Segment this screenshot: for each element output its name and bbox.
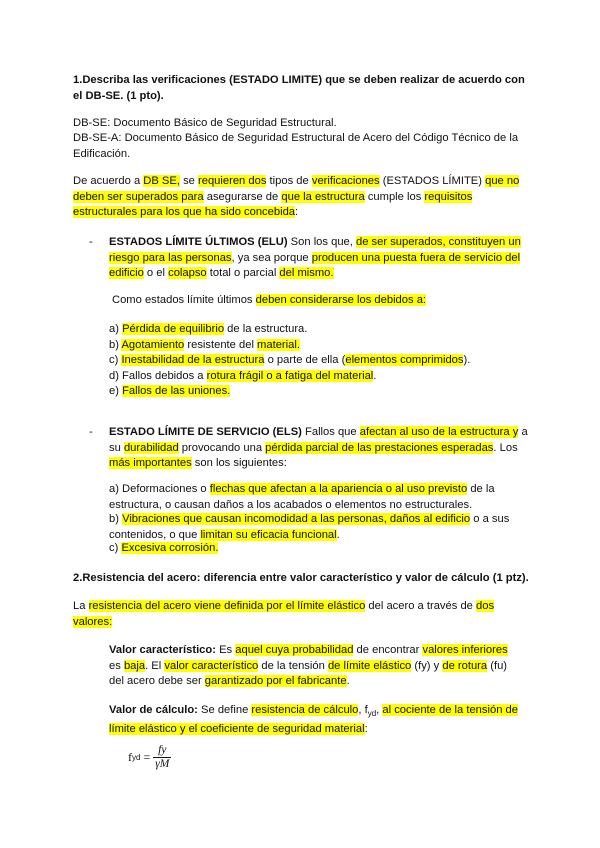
text-segment: b) (109, 513, 123, 525)
highlighted-text: producen una puesta fuera de servicio del edificio (109, 251, 521, 279)
highlighted-text: valores inferiores (422, 644, 508, 656)
highlighted-text: deben considerarse los debidos a: (255, 294, 427, 306)
design-value-paragraph (109, 703, 519, 737)
text-segment: total o parcial (206, 267, 280, 279)
formula-denominator: γM (155, 758, 170, 770)
elu-item-a (109, 322, 529, 338)
characteristic-value-label: Valor característico: (109, 644, 216, 656)
q1-intro-paragraph (73, 174, 533, 221)
highlighted-text: valor característico (164, 659, 259, 672)
characteristic-value-paragraph (109, 643, 519, 690)
highlighted-text: pérdida parcial de las prestaciones esperadas (265, 441, 494, 454)
highlighted-text: resistencia del acero viene definida por el límite elástico (88, 600, 366, 612)
dbsea-definition: DB-SE-A: Documento Básico de Seguridad Estructural de Acero del Código Técnico de la Edificación. (73, 132, 519, 160)
elu-bullet-dash: - (89, 236, 93, 248)
design-strength-formula (128, 744, 171, 771)
text-segment: (fu) del acero debe ser (109, 659, 508, 687)
els-item-b (109, 512, 529, 543)
highlighted-text: Excesiva corrosión. (121, 542, 219, 554)
formula-equals: = (140, 750, 154, 764)
text-segment: . (336, 528, 340, 541)
elu-item-c (109, 353, 529, 369)
formula-numerator: fy (153, 744, 171, 758)
text-segment: e) (109, 385, 123, 397)
text-segment: o el (143, 267, 169, 279)
text-segment: De acuerdo a (73, 175, 144, 187)
elu-lead-text (112, 293, 532, 309)
text-segment: ). (463, 354, 471, 366)
text-segment: b) (109, 338, 122, 351)
text-segment: de la tensión (258, 659, 328, 672)
question-1-title: 1.Describa las verificaciones (ESTADO LIMITE) que se deben realizar de acuerdo con el DB-SE. (1 pto). (73, 74, 525, 102)
els-paragraph (109, 425, 529, 472)
highlighted-text: de ser superados, constituyen un riesgo para las personas (109, 236, 521, 264)
highlighted-text: verificaciones (311, 175, 380, 187)
text-segment: a) Deformaciones o (109, 483, 210, 495)
highlighted-text: material. (257, 338, 300, 351)
text-segment: o parte de ella ( (264, 354, 346, 366)
els-heading: ESTADO LÍMITE DE SERVICIO (ELS) (109, 426, 302, 438)
highlighted-text: flechas que afectan a la apariencia o al uso previsto (209, 483, 468, 495)
elu-item-d (109, 369, 529, 385)
highlighted-text: elementos comprimidos (345, 354, 464, 366)
highlighted-text: baja (123, 659, 146, 672)
els-item-c (109, 541, 529, 557)
els-bullet-dash: - (89, 426, 93, 438)
highlighted-text: durabilidad (123, 441, 179, 454)
highlighted-text: colapso (168, 267, 207, 279)
text-segment: provocando una (178, 441, 266, 454)
text-segment: asegurarse de (203, 190, 282, 203)
highlighted-text: aquel cuya probabilidad (235, 644, 354, 656)
formula-lhs: f (128, 750, 132, 764)
elu-heading: ESTADOS LÍMITE ÚLTIMOS (ELU) (109, 236, 288, 248)
text-segment: d) Fallos debidos a (109, 369, 207, 382)
text-segment: . (373, 369, 377, 382)
highlighted-text: más importantes (109, 457, 192, 469)
design-value-label: Valor de cálculo: (109, 704, 198, 716)
text-segment: de la estructura. (224, 323, 308, 335)
text-segment: a) (109, 323, 123, 335)
elu-item-b (109, 338, 529, 354)
formula-fraction (153, 744, 171, 771)
highlighted-text: Fallos de las uniones. (122, 385, 231, 397)
highlighted-text: afectan al uso de la estructura y (359, 426, 519, 438)
text-segment: : (295, 206, 299, 218)
highlighted-text: requieren dos (198, 175, 267, 187)
elu-item-e (109, 384, 529, 400)
text-segment: (ESTADOS LÍMITE) (379, 175, 486, 187)
elu-list (109, 322, 529, 400)
design-value-pre: Se define (197, 704, 252, 716)
text-segment: , ya sea porque (231, 251, 312, 264)
highlighted-text: de rotura (442, 659, 488, 672)
text-segment: de encontrar (353, 644, 423, 656)
design-value-comma: , (376, 704, 383, 716)
text-segment: del acero a través de (365, 600, 476, 612)
highlighted-text: limitan su eficacia funcional (200, 528, 337, 541)
dbse-definition: DB-SE: Documento Básico de Seguridad Estructural. (73, 117, 337, 129)
text-segment: Son los que, (287, 236, 356, 248)
text-segment: Como estados límite últimos (112, 294, 256, 306)
highlighted-text: de límite elástico (327, 659, 412, 672)
design-value-mid: , f (358, 704, 368, 716)
text-segment: cumple los (364, 190, 425, 203)
highlighted-text: rotura frágil o a fatiga del material (206, 369, 374, 382)
question-2-title: 2.Resistencia del acero: diferencia entre valor característico y valor de cálculo (1 ptz). (73, 572, 529, 584)
text-segment: de la estructura, o causan daños a los acabados o elementos no estructurales. (109, 483, 495, 511)
design-value-highlight-1: resistencia de cálculo (251, 704, 359, 716)
text-segment: (fy) y (411, 659, 443, 672)
q2-intro-paragraph (73, 599, 533, 630)
text-segment: c) (109, 542, 122, 554)
text-segment: son los siguientes: (191, 457, 287, 469)
highlighted-text: DB SE, (143, 175, 180, 187)
text-segment: se (179, 175, 199, 187)
highlighted-text: Pérdida de equilibrio (122, 323, 225, 335)
design-value-sub: yd (367, 709, 377, 719)
text-segment: La (73, 600, 89, 612)
text-segment: . El (145, 659, 165, 672)
text-segment: . Los (493, 441, 518, 454)
highlighted-text: requisitos estructurales para los que ha sido concebida (73, 190, 473, 218)
highlighted-text: garantizado por el fabricante (204, 675, 347, 687)
text-segment: resistente del (184, 338, 258, 351)
highlighted-text: Inestabilidad de la estructura (121, 354, 265, 366)
formula-lhs-sub: yd (132, 753, 141, 762)
highlighted-text: que no deben ser superados para (73, 175, 520, 203)
text-segment: c) (109, 354, 122, 366)
text-segment: a su (109, 426, 528, 454)
els-item-a (109, 482, 529, 513)
text-segment: es (109, 659, 124, 672)
highlighted-text: Agotamiento (121, 338, 185, 351)
design-value-end: : (364, 722, 368, 735)
highlighted-text: que la estructura (281, 190, 365, 203)
text-segment: tipos de (266, 175, 312, 187)
text-segment: . (346, 675, 350, 687)
highlighted-text: del mismo. (279, 267, 334, 279)
highlighted-text: Vibraciones que causan incomodidad a las personas, daños al edificio (122, 513, 471, 525)
text-segment: o a sus contenidos, o que (109, 513, 510, 541)
highlighted-text: dos valores: (73, 600, 495, 628)
design-value-highlight-2: al cociente de la tensión de límite elástico y el coeficiente de seguridad material (109, 704, 518, 735)
elu-paragraph (109, 235, 529, 282)
text-segment: Es (215, 644, 236, 656)
text-segment: Fallos que (301, 426, 360, 438)
